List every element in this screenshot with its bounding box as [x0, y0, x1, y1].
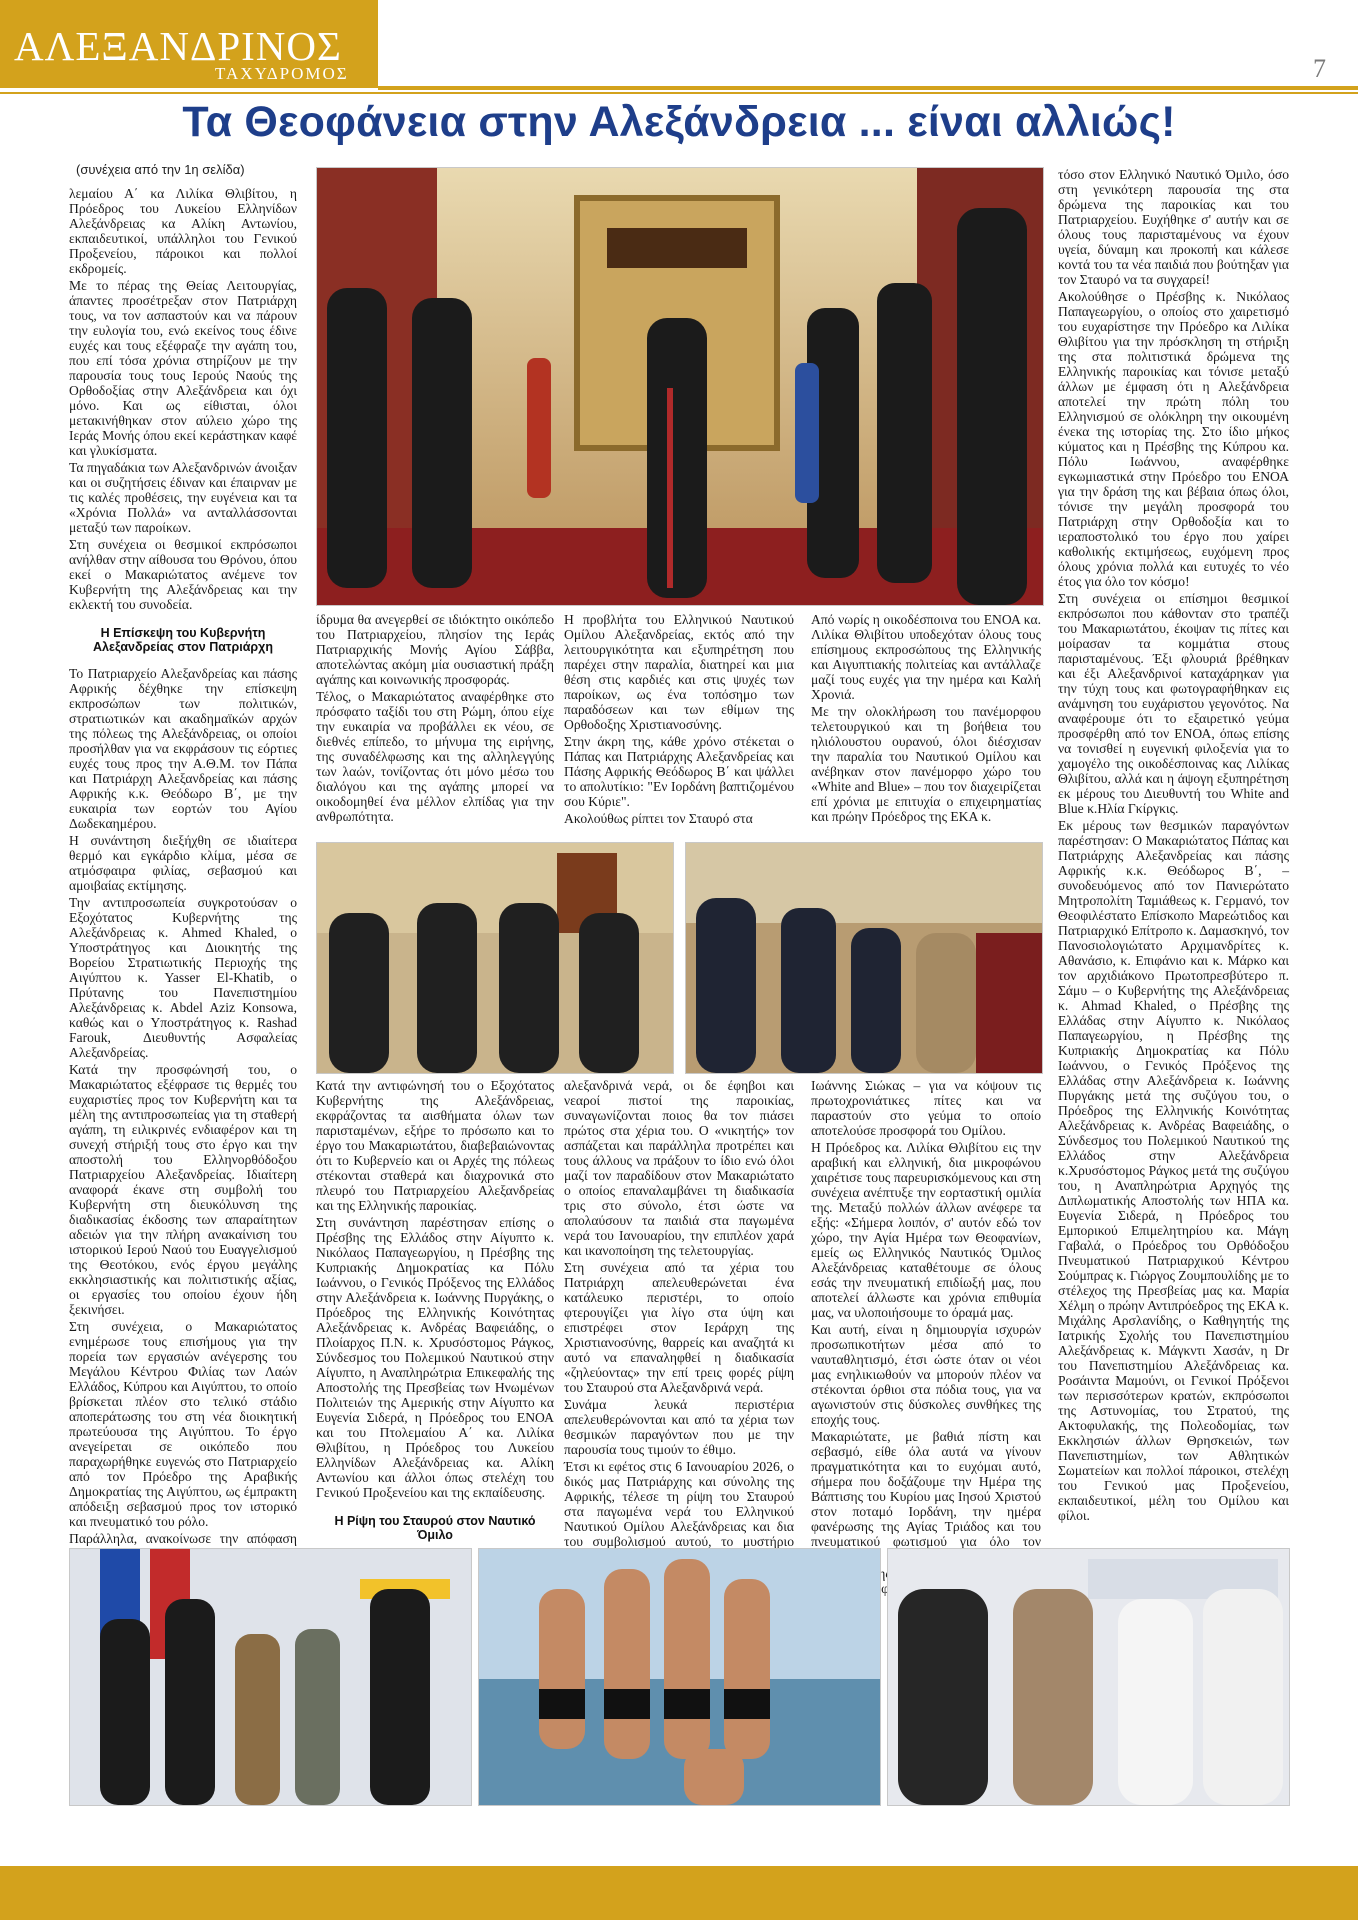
article-column-4a [811, 612, 1041, 834]
article-column-3b [564, 1078, 794, 1549]
paragraph: Στη συνέχεια οι θεσμικοί εκπρόσωποι ανήλθαν στην αίθουσα του Θρόνου, όπου εκεί ο Μακαριώτατος ανέμενε τον Κυβερνήτη της Αλεξάνδρειας και την εκλεκτή του συνοδεία. [69, 537, 297, 612]
article-column-5 [1058, 167, 1289, 1530]
col3b-paragraphs [564, 1078, 794, 1594]
masthead [0, 0, 1358, 92]
photo-group-reception-2 [685, 842, 1043, 1074]
paragraph: Την αντιπροσωπεία συγκροτούσαν ο Εξοχότατος Κυβερνήτης της Αλεξάνδρειας κ. Ahmed Khaled, ο Υποστράτηγος και Διοικητής της Βορείου Στρατιωτικής Περιοχής της Αιγύπτου κ. Yasser El-Khatib, ο Πρύτανης του Πανεπιστημίου Αλεξάνδρειας κ. Abdel Aziz Konsowa, καθώς και ο Υποστράτηγος κ. Rashad Farouk, Διευθυντής Ασφαλείας Αλεξανδρείας. [69, 895, 297, 1060]
paragraph: Ιωάννης Σιώκας – για να κόψουν τις πρωτοχρονιάτικες πίτες και να παραστούν στο γεύμα το οποίο αποτελούσε προσφορά του Ομίλου. [811, 1078, 1041, 1138]
paragraph: Στη συνέχεια από τα χέρια του Πατριάρχη απελευθερώνεται ένα κατάλευκο περιστέρι, το οποίο φτερουγίζει για λίγο στα ύψη και επιστρέφει στον Ιεράρχη της Χριστιανοσύνης, θαρρείς και αναζητά κι αυτό να επαναληφθεί η διαδικασία «ζηλεύοντας» την επί τρεις φορές ρίψη του Σταυρού στα Αλεξανδρινά νερά. [564, 1260, 794, 1395]
paragraph: αλεξανδρινά νερά, οι δε έφηβοι και νεαροί πιστοί της παροικίας, συναγωνίζονται ποιος θα τον πιάσει πρώτος στα χέρια του. Ο «νικητής» τον ασπάζεται και παράλληλα προτρέπει και τους άλλους να πράξουν το ίδιο ενώ όλοι μαζί τον παραδίδουν στον Μακαριώτατο ο οποίος επαναλαμβάνει τη διαδικασία τρις στο σύνολο, έτσι ώστε να απολαύσουν τα παιδιά στα παγωμένα νερά του Ιανουαρίου, την επιπλέον χαρά και ικανοποίηση της τελετουργίας. [564, 1078, 794, 1258]
paragraph: Ακολούθως ρίπτει τον Σταυρό στα [564, 811, 753, 826]
paragraph: Έτσι κι εφέτος στις 6 Ιανουαρίου 2026, ο δικός μας Πατριάρχης και σύνολης της Αφρικής, τέλεσε τη ρίψη του Σταυρού στα παγωμένα νερά του Ελληνικού Ναυτικού Ομίλου Αλεξάνδρειας και δια του συμβολισμού αυτού, το μυστήριο [564, 1459, 794, 1549]
paragraph: Η Πρόεδρος κα. Λιλίκα Θλιβίτου εις την αραβική και ελληνική, δια μικροφώνου χαιρέτισε τους παρευρισκόμενους και στη συνέχεια ανέπτυξε την εορταστική ομιλία της. Μεταξύ πολλών άλλων ανέφερε τα εξής: «Σήμερα λοιπόν, σ' αυτόν εδώ τον χώρο, την Αγία Ημέρα των Θεοφανίων, εμείς ως Ελληνικός Ναυτικός Όμιλος Αλεξάνδρειας καταθέτουμε σε όλους εσάς την πνευματική επιδίωξή μας, που αποτελεί άλλωστε και χρόνια επιθυμία μας, να υλοποιήσουμε το όραμά μας. [811, 1140, 1041, 1320]
brand-logo [0, 0, 378, 88]
continued-note: (συνέχεια από την 1η σελίδα) [76, 162, 245, 177]
photo-women-guests [887, 1548, 1290, 1806]
paragraph: λεμαίου Α΄ κα Λιλίκα Θλιβίτου, η Πρόεδρος του Λυκείου Ελληνίδων Αλεξάνδρειας κα Αλίκη Αντωνίου, εκπαιδευτικοί, υπάλληλοι του Γενικού Προξενείου, πάροικοι και πολλοί εκδρομείς. [69, 186, 297, 276]
paragraph: Μακαριώτατε, με βαθιά πίστη και σεβασμό, είθε όλα αυτά να γίνουν πραγματικότητα και το ευχόμαι αυτό, σήμερα που δοξάζουμε την Ημέρα της Βάπτισης του Κυρίου μας Ιησού Χριστού στον ποταμό Ιορδάνη, την ημέρα φανέρωσης της Αγίας Τριάδος και του πνευματικού φωτισμού για όλο τον [811, 1429, 1041, 1549]
col1-paragraphs [69, 186, 297, 612]
paragraph: Στη συνέχεια, ο Μακαριώτατος ενημέρωσε τους επισήμους για την πορεία των εργασιών ανέγερσης του Μεγάλου Κέντρου Φιλίας των Λαών Ελλάδος, Κύπρου και Αιγύπτου, το οποίο βρίσκεται πλέον στο τελικό στάδιο αποπεράτωσης του στη νέα διοικητική πρωτεύουσα της Αιγύπτου. Το έργο ανεγείρεται σε οικόπεδο που παραχωρήθηκε ευγενώς στο Πατριαρχείο από τον Πρόεδρο της Αραβικής Δημοκρατίας της Αιγύπτου, ως έμπρακτη απόδειξη σεβασμού προς τον ιστορικό και πνευματικό του ρόλο. [69, 1319, 297, 1529]
page-number: 7 [1313, 54, 1326, 83]
article-column-2b [316, 1078, 554, 1542]
footer-bar [0, 1866, 1358, 1920]
paragraph: Κατά την προσφώνησή του, ο Μακαριώτατος εξέφρασε τις θερμές του ευχαριστίες προς τον Κυβερνήτη και τα μέλη της αντιπροσωπείας για τη σταθερή αγάπη, τη ειλικρινές ενδιαφέρον και τη συνεχή στήριξή τους στο έργο και την αποστολή του Ελληνορθόδοξου Πατριαρχείου Αλεξανδρείας. Ιδιαίτερη αναφορά έκανε στη συμβολή του Κυβερνήτη στη διευκόλυνση της διαδικασίας έκδοσης των απαραίτητων αδειών για την πλήρη ανακαίνιση του ιστορικού Ιερού Ναού του Ευαγγελισμού της Θεοτόκου, ενός έργου μεγάλης εκκλησιαστικής και πολιτιστικής αξίας, οι εργασίες του οποίου έχουν ήδη ξεκινήσει. [69, 1062, 297, 1317]
paragraph: Η προβλήτα του Ελληνικού Ναυτικού Ομίλου Αλεξανδρείας, εκτός από την λειτουργικότητα και εξυπηρέτηση που παρέχει στην παραλία, διατηρεί και μια θέση στις καρδιές και στις ψυχές των παροίκων, ως ένα τοπόσημο των παραδόσεων και των εθίμων της Ορθοδοξης Χριστιανοσύνης. [564, 612, 794, 732]
header-rule-2 [0, 92, 1358, 94]
paragraph: Συνάμα λευκά περιστέρια απελευθερώνονται και από τα χέρια των θεσμικών παραγόντων που με την παρουσία τους τιμούν το έθιμο. [564, 1397, 794, 1457]
photo-main-throne-room [316, 167, 1044, 606]
paragraph: τόσο στον Ελληνικό Ναυτικό Όμιλο, όσο στη γενικότερη παρουσία της στα δρώμενα της παροικίας και του Πατριαρχείου. Ευχήθηκε σ' αυτήν και σε όλους τους παρισταμένους να έχουν υγεία, δύναμη και προκοπή και κάλεσε κοντά του τα νέα παιδιά που βούτηξαν για τον Σταυρό να τα συγχαρεί! [1058, 167, 1289, 287]
paragraph: Ακολούθησε ο Πρέσβης κ. Νικόλαος Παπαγεωργίου, ο οποίος στο χαιρετισμό του ευχαρίστησε την Πρόεδρο κα Λιλίκα Θλιβίτου για την πρόσκληση τη στήριξη της στα πολιτιστικά δρώμενα της Ελληνικής παροικίας και τόνισε μεταξύ άλλων με έμφαση ότι η Αλεξάνδρεια αποτελεί την πρώτη πόλη του Ελληνισμού σε ολόκληρη την οικουμένη ένεκα της ιστορίας της. Στο ίδιο μήκος κύματος και η Πρέσβης της Κύπρου κα. Πόλυ Ιωάννου, αναφέρθηκε εγκωμιαστικά στην Πρόεδρο του ΕΝΟΑ για την δράση της και βέβαια όπως όλοι, τόνισε την μεγάλη προσφορά του Πατριάρχη στην Ορθοδοξία και το ιεραποστολικό του έργο που χαίρει καθολικής εκτιμήσεως, ευχόμενη προς όλους χρόνια πολλά και ευτυχές το νέο έτος για όλο τον κόσμο! [1058, 289, 1289, 589]
paragraph: Στη συνέχεια οι επίσημοι θεσμικοί εκπρόσωποι που κάθονταν στο τραπέζι του Μακαριωτάτου, έκοψαν τις πίτες και μοίρασαν τα κομμάτια στους παρισταμένους. Έξι φλουριά βρέθηκαν και έξι Αλεξανδρινοί καταχάρηκαν για την τύχη τους και φωτογραφήθηκαν εις ανάμνηση του ευχάριστου γεγονότος. Να αναφέρουμε ότι το εξαιρετικό γεύμα προσφέρθη από τον ΕΝΟΑ, όπως επίσης να τονισθεί η ευγενική φιλοξενία για το χαμογέλο της οικοδέσποινας κας Λιλίκας Θλιβίτου, αλλά και η άψογη εξυπηρέτηση εκ μέρους του Διευθυντή του White and Blue κ.Ηλία Γκίργκις. [1058, 591, 1289, 816]
brand-name: ΑΛΕΞΑΝΔΡΙΝΟΣ [14, 23, 342, 69]
paragraph: Τέλος, ο Μακαριώτατος αναφέρθηκε στο πρόσφατο ταξίδι του στη Ρώμη, όπου είχε την ευκαιρία να προβάλλει εκ νέου, σε διεθνές επίπεδο, το μήνυμα της ειρήνης, της συναδέλφωσης και της αλληλεγγύης των λαών, τονίζοντας ότι μόνο μέσω του διαλόγου και της αγάπης μπορεί να οικοδομηθεί ένα μέλλον ελπίδας για την ανθρωπότητα. [316, 689, 554, 824]
paragraph: Και αυτή, είναι η δημιουργία ισχυρών προσωπικοτήτων μέσα από το ναυταθλητισμό, έτσι ώστε όταν οι νέοι μας ενηλικιωθούν να μπορούν πλέον να στέκονται όρθιοι στα πόδια τους, για να αγωνιστούν στις δύσκολες συνθήκες της εποχής τους. [811, 1322, 1041, 1427]
paragraph: Τα πηγαδάκια των Αλεξανδρινών άνοιξαν και οι συζητήσεις έδιναν και έπαιρναν με τις καλές προθέσεις, την ευγένεια και τα «Χρόνια Πολλά» να ανταλλάσσονται μεταξύ των παροίκων. [69, 460, 297, 535]
col4a-paragraphs [811, 612, 1041, 824]
header-rule [378, 86, 1358, 90]
section-heading-governor-visit: Η Επίσκεψη του Κυβερνήτη Αλεξανδρείας στον Πατριάρχη [93, 626, 273, 654]
col1b-paragraphs [69, 666, 297, 1621]
section-heading-cross-throw: Η Ρίψη του Σταυρού στον Ναυτικό Όμιλο [334, 1514, 536, 1542]
article-column-3a [564, 612, 794, 834]
paragraph: Το Πατριαρχείο Αλεξανδρείας και πάσης Αφρικής δέχθηκε την επίσκεψη εκπροσώπων των πολιτικών, στρατιωτικών και ακαδημαϊκών αρχών της πόλεως της Αλεξάνδρειας, οι οποίοι προσήλθαν για να εκφράσουν τις εόρτιες ευχές τους προς την Α.Θ.Μ. τον Πάπα και Πατριάρχη Αλεξανδρείας και πάσης Αφρικής κ.κ. Θεόδωρο Β΄, με την ευκαιρία των εορτών του Αγίου Δωδεκαημέρου. [69, 666, 297, 831]
article-column-1 [69, 186, 297, 1546]
paragraph: προσφορά [853, 1581, 910, 1596]
paragraph: Στην άκρη της, κάθε χρόνο στέκεται ο Πάπας και Πατριάρχης Αλεξανδρείας και Πάσης Αφρικής Θεόδωρος Β΄ και ψάλλει το απολυτίκιο: "Εν Ιορδάνη βαπτιζομένου σου Κύριε". [564, 734, 794, 809]
paragraph: Στη συνάντηση παρέστησαν επίσης ο Πρέσβης της Ελλάδος στην Αίγυπτο κ. Νικόλαος Παπαγεωργίου, η Πρέσβης της Κυπριακής Δημοκρατίας κα Πόλυ Ιωάννου, ο Γενικός Πρόξενος της Ελλάδος στην Αλεξάνδρεια κ. Ιωάννης Πυργάκης, ο Πρόεδρος της Ελληνικής Κοινότητας Αλεξάνδρειας κ. Ανδρέας Βαφειάδης, ο Πλοίαρχος Π.Ν. κ. Χρυσόστομος Ράγκος, Σύνδεσμος του Πολεμικού Ναυτικού στην Αίγυπτο, η Αναπληρώτρια Επικεφαλής της Αποστολής της Πρεσβείας των Ηνωμένων Πολιτειών της Αμερικής στην Αίγυπτο κα Ευγενία Σιδερά, η Πρόεδρος του ΕΝΟΑ και του Πτολεμαίου Α΄ κα. Λιλίκα Θλιβίτου, η Πρόεδρος του Λυκείου Ελληνίδων Αλεξάνδρειας κα. Αλίκη Αντωνίου και άλλοι όπως στελέχη του Γενικού Προξενείου και της εκπαίδευσης. [316, 1215, 554, 1500]
col2a-paragraphs [316, 612, 554, 824]
photo-officials-flags [69, 1548, 472, 1806]
col3a-paragraphs [564, 612, 794, 826]
paragraph: Με την ολοκλήρωση του πανέμορφου τελετουργικού και τη βοήθεια του ηλιόλουστου ουρανού, όλοι διέσχισαν την παραλία του Ναυτικού Ομίλου και ανέβηκαν στον πανέμορφο χώρο του «White and Blue» – που τον διαχειρίζεται επί χρόνια με επιτυχία ο επιχειρηματίας και πρώην Πρόεδρος της ΕΚΑ κ. [811, 704, 1041, 824]
paragraph: Από νωρίς η οικοδέσποινα του ΕΝΟΑ κα. Λιλίκα Θλιβίτου υποδεχόταν όλους τους επίσημους εκπροσώπους της Ελληνικής και Αιγυπτιακής πολιτείας και αντάλλαζε μαζί τους ευχές για την ημέρα και Καλή Χρονιά. [811, 612, 1041, 702]
photo-group-reception [316, 842, 674, 1074]
paragraph: Η συνάντηση διεξήχθη σε ιδιαίτερα θερμό και εγκάρδιο κλίμα, μέσα σε ατμόσφαιρα φιλίας, σεβασμού και αμοιβαίας εκτίμησης. [69, 833, 297, 893]
col5-paragraphs [1058, 167, 1289, 1523]
page-title: Τα Θεοφάνεια στην Αλεξάνδρεια ... είναι αλλιώς! [182, 98, 1176, 146]
paragraph: Εκ μέρους των θεσμικών παραγόντων παρέστησαν: Ο Μακαριώτατος Πάπας και Πατριάρχης Αλεξανδρείας και πάσης Αφρικής κ.κ. Θεόδωρος Β΄, – συνοδευόμενος από τον Πανιερώτατο Μητροπολίτη Ταμιάθεως κ. Γερμανό, τον Θεοφιλέστατο Επίσκοπο Μαρεώτιδος και Πατριαρχικό Επίτροπο κ. Δαμασκηνό, τον Πανοσιολογιώτατο Αρχιμανδρίτες κ. Αθανάσιο, κ. Επιφάνιο και κ. Μάρκο και τον αρχιδιάκονο Πρωτοπρεσβύτερο π. Σάμυ – ο Κυβερνήτης της Αλεξάνδρειας κ. Ahmad Khaled, ο Πρέσβης της Ελλάδας στην Αίγυπτο κ. Νικόλαος Παπαγεωργίου, η Πρέσβης της Κυπριακής Δημοκρατίας κα Πόλυ Ιωάννου, ο Γενικός Πρόξενος της Ελλάδας στην Αλεξάνδρεια κ. Ιωάννης Πυργάκης μετά της συζύγου του, ο Πρόεδρος της Ελληνικής Κοινότητας Αλεξάνδρειας κ. Ανδρέας Βαφειάδης, ο Σύνδεσμος του Πολεμικού Ναυτικού της Ελλάδος στην Αλεξάνδρεια κ.Χρυσόστομος Ράγκος μετά της συζύγου του, η Αναπληρώτρια Αρχηγός της Διπλωματικής Αποστολής των ΗΠΑ κα. Ευγενία Σιδερά, η Πρόεδρος του Εμπορικού Επιμελητηρίου κα. Μάγη Γαβαλά, ο Πρόεδρος του Ορθόδοξου Πνευματικού Πατριαρχικού Κέντρου Σούμπρας κ. Γιώργος Ζουμπουλίδης με το στέλεχος της Πρεσβείας μας κα. Μαρία Χέλμη ο πρώην Αντιπρόεδρος της ΕΚΑ κ. Μιχάλης Αρσλανίδης, ο Καθηγητής της Ιατρικής Σχολής του Πανεπιστημίου Αλεξάνδρειας κ. Μάγκντι Χασάν, η Dr του Πανεπιστημίου Αλεξάνδρειας κα. Ροσάιντα Μαμούνι, οι Γενικοί Πρόξενοι των περισσότερων κρατών, εκπρόσωποι της Αστυνομίας, του Στρατού, της Ακτοφυλακής, της Πολεοδομίας, των Εκκλησιών άλλων Θρησκειών, των Πανεπιστημίων, των Αθλητικών Σωματείων και πολλοί πάροικοι, στελέχη του Γενικού μας Προξενείου, εκπαιδευτικοί, μέλη του Ομίλου και φίλοι. [1058, 818, 1289, 1523]
col4b-paragraphs [811, 1078, 1041, 1596]
photo-swimmers-cross [478, 1548, 881, 1806]
paragraph: Παράλληλα, ανακοίνωσε την απόφαση [69, 1531, 297, 1546]
col2b-paragraphs [316, 1078, 554, 1500]
article-column-2a [316, 612, 554, 834]
article-column-4b [811, 1078, 1041, 1596]
paragraph: ίδρυμα θα ανεγερθεί σε ιδιόκτητο οικόπεδο του Πατριαρχείου, πλησίον της Ιεράς Πατριαρχικής Μονής Αγίου Σάββα, αποτελώντας ακόμη μία ουσιαστική πράξη αγάπης και κοινωνικής προσφοράς. [316, 612, 554, 687]
paragraph: Κατά την αντιφώνησή του ο Εξοχότατος Κυβερνήτης της Αλεξάνδρειας, εκφράζοντας τα αισθήματα όλων των παρισταμένων, εξήρε το πρόσωπο και το έργο του Μακαριωτάτου, διαβεβαιώνοντας ότι το Κυβερνείο και οι Αρχές της πόλεως στέκονται σταθερά και διαχρονικά στο πλευρό του Πατριαρχείου Αλεξανδρείας και της Ελληνικής παροικίας. [316, 1078, 554, 1213]
paragraph: Με το πέρας της Θείας Λειτουργίας, άπαντες προσέτρεξαν στον Πατριάρχη τους, να τον ασπαστούν και να πάρουν την ευλογία του, ενώ εκείνος τους έδινε ευχές και τους εξέφραζε την αγάπη του, που επί τόσα χρόνια στηρίζουν με την παρουσία τους τους Ιερούς Ναούς της Ορθοδοξίας στην Αλεξάνδρεια και όχι μόνο. Και ως είθισται, όλοι μετακινήθηκαν στον αύλειο χώρο της Ιεράς Μονής όπου εκεί κεράστηκαν καφέ και γλυκίσματα. [69, 278, 297, 458]
brand-subtitle: ΤΑΧΥΔΡΟΜΟΣ [215, 64, 349, 83]
